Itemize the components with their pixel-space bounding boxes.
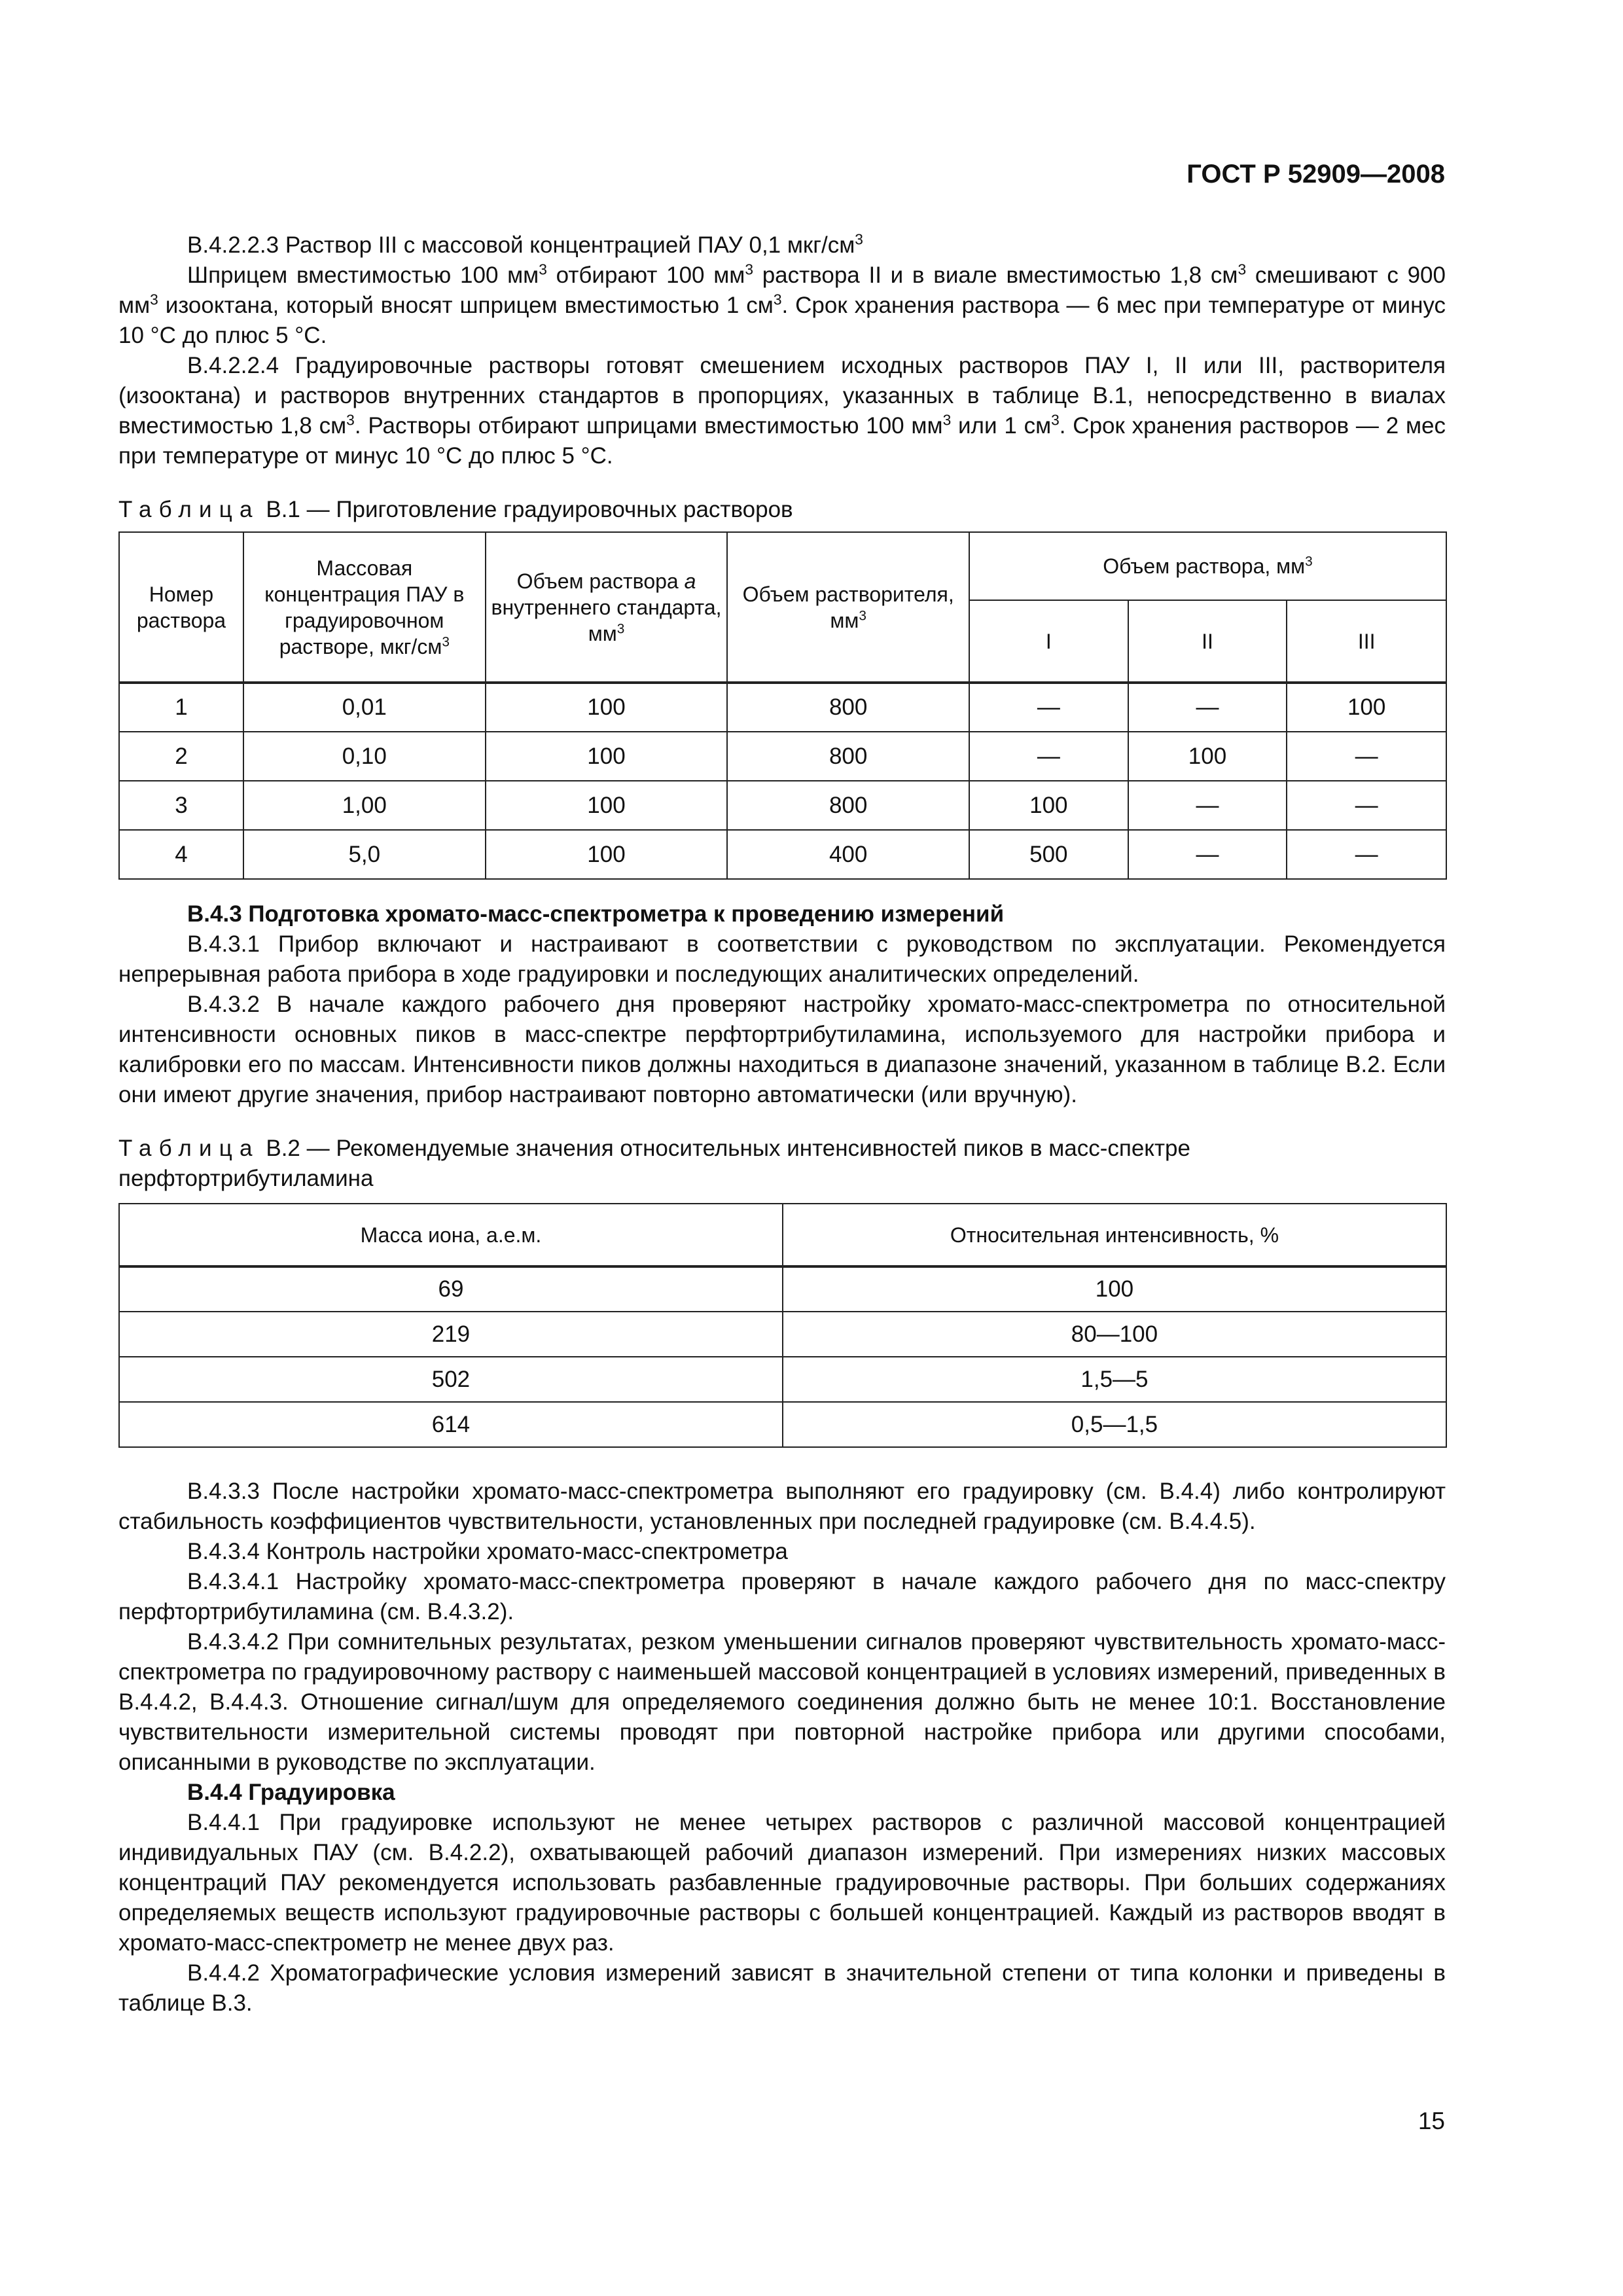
paragraph-b4342: B.4.3.4.2 При сомнительных результатах, резком уменьшении сигналов проверяют чувствительность хромато-масс-спектрометра по градуировочному раствору с наименьшей массовой концентрацией в условиях измерений, приведенных в B.4.4.2, B.4.4.3. Отношение сигнал/шум для определяемого соединения должно быть не менее 10:1. Восстановление чувствительности измерительной системы проводят при повторной настройке прибора или другими способами, описанными в руководстве по эксплуатации. (118, 1629, 1446, 1775)
table-calibration-solutions (118, 531, 1447, 880)
paragraph-b441: B.4.4.1 При градуировке используют не менее четырех растворов с различной массовой концентрацией индивидуальных ПАУ (см. B.4.2.2), охватывающей рабочий диапазон измерений. При измерениях низких массовых концентраций ПАУ рекомендуется использовать разбавленные градуировочные растворы. При больших содержаниях определяемых веществ используют градуировочные растворы с большей концентрацией. Каждый из растворов вводят в хромато-масс-спектрометр не менее двух раз. (118, 1810, 1446, 1956)
paragraph-b4341: B.4.3.4.1 Настройку хромато-масс-спектрометра проверяют в начале каждого рабочего дня по масс-спектру перфтортрибутиламина (см. B.4.3.2). (118, 1569, 1446, 1624)
cell: — (969, 683, 1128, 732)
cell: 100 (486, 830, 728, 879)
table-row (119, 732, 1446, 781)
table-row (119, 830, 1446, 879)
cell: 0,5—1,5 (783, 1402, 1446, 1447)
header-concentration: Массовая концентрация ПАУ в градуировочном растворе, мкг/$см^3$ (243, 532, 486, 683)
heading-b44: B.4.4 Градуировка (187, 1780, 395, 1805)
table1-caption: Таблица B.1 — Приготовление градуировочных растворов (118, 497, 793, 522)
cell: 69 (119, 1266, 783, 1312)
cell: 4 (119, 830, 243, 879)
header-relative-intensity: Относительная интенсивность, % (783, 1204, 1446, 1266)
paragraph-b4223: B.4.2.2.3 Раствор III с массовой концентрацией ПАУ 0,1 мкг/$см^3$ (187, 230, 863, 258)
table2-caption: Таблица B.2 — Рекомендуемые значения относительных интенсивностей пиков в масс-спектре перфтортрибутиламина (118, 1136, 1190, 1191)
header-sub-iii: III (1287, 600, 1446, 683)
table-peak-intensities (118, 1203, 1447, 1448)
heading-b43: B.4.3 Подготовка хромато-масс-спектрометра к проведению измерений (187, 901, 1005, 927)
table-row (119, 1402, 1446, 1447)
page-number: 15 (1418, 2108, 1445, 2134)
cell: 5,0 (243, 830, 486, 879)
cell: 100 (486, 781, 728, 830)
cell: — (1128, 830, 1287, 879)
table-row (119, 1312, 1446, 1357)
cell: 100 (1287, 683, 1446, 732)
cell: 0,01 (243, 683, 486, 732)
cell: 0,10 (243, 732, 486, 781)
paragraph-b4223-body: Шприцем вместимостью 100 $мм^3$ отбирают 100 $мм^3$ раствора II и в виале вместимостью 1,8 $см^3$ смешивают с 900 $мм^3$ изооктана, который вносят шприцем вместимостью 1 $см^3$. Срок хранения раствора — 6 мес при температуре от минус 10 °С до плюс 5 °С. (118, 260, 1446, 348)
cell: 100 (486, 732, 728, 781)
cell: — (1128, 781, 1287, 830)
header-solution-volume-group: Объем раствора, $мм^3$ (969, 532, 1446, 600)
header-ion-mass: Масса иона, а.е.м. (119, 1204, 783, 1266)
cell: 800 (727, 732, 969, 781)
paragraph-b432: B.4.3.2 В начале каждого рабочего дня проверяют настройку хромато-масс-спектрометра по относительной интенсивности основных пиков в масс-спектре перфтортрибутиламина, используемого для настройки прибора и калибровки его по массам. Интенсивности пиков должны находиться в диапазоне значений, указанном в таблице B.2. Если они имеют другие значения, прибор настраивают повторно автоматически (или вручную). (118, 992, 1446, 1107)
cell: — (1287, 830, 1446, 879)
table-row (119, 1357, 1446, 1402)
cell: 100 (486, 683, 728, 732)
header-internal-standard-volume: Объем раствора а внутреннего стандарта, $мм^3$ (486, 532, 728, 683)
cell: — (1287, 732, 1446, 781)
cell: 100 (969, 781, 1128, 830)
paragraph-b434: B.4.3.4 Контроль настройки хромато-масс-спектрометра (187, 1539, 788, 1564)
header-sub-ii: II (1128, 600, 1287, 683)
paragraph-b431: B.4.3.1 Прибор включают и настраивают в соответствии с руководством по эксплуатации. Рекомендуется непрерывная работа прибора в ходе градуировки и последующих аналитических определений. (118, 931, 1446, 987)
cell: 1,5—5 (783, 1357, 1446, 1402)
paragraph-b442: B.4.4.2 Хроматографические условия измерений зависят в значительной степени от типа колонки и приведены в таблице B.3. (118, 1960, 1446, 2016)
paragraph-b433: B.4.3.3 После настройки хромато-масс-спектрометра выполняют его градуировку (см. B.4.4) либо контролируют стабильность коэффициентов чувствительности, установленных при последней градуировке (см. B.4.4.5). (118, 1479, 1446, 1534)
cell: 100 (1128, 732, 1287, 781)
table-row (119, 683, 1446, 732)
cell: 502 (119, 1357, 783, 1402)
cell: 500 (969, 830, 1128, 879)
cell: 400 (727, 830, 969, 879)
table-row (119, 781, 1446, 830)
cell: 3 (119, 781, 243, 830)
cell: 219 (119, 1312, 783, 1357)
cell: — (1287, 781, 1446, 830)
paragraph-b4224: B.4.2.2.4 Градуировочные растворы готовят смешением исходных растворов ПАУ I, II или III, растворителя (изооктана) и растворов внутренних стандартов в пропорциях, указанных в таблице B.1, непосредственно в виалах вместимостью 1,8 $см^3$. Растворы отбирают шприцами вместимостью 100 $мм^3$ или 1 $см^3$. Срок хранения растворов — 2 мес при температуре от минус 10 °С до плюс 5 °С. (118, 353, 1446, 469)
cell: 800 (727, 683, 969, 732)
table-row (119, 1266, 1446, 1312)
cell: 2 (119, 732, 243, 781)
cell: 1,00 (243, 781, 486, 830)
document-id-header: ГОСТ Р 52909—2008 (1186, 160, 1445, 188)
cell: 1 (119, 683, 243, 732)
header-solvent-volume: Объем растворителя, $мм^3$ (727, 532, 969, 683)
cell: 800 (727, 781, 969, 830)
cell: — (969, 732, 1128, 781)
cell: — (1128, 683, 1287, 732)
header-solution-number: Номер раствора (119, 532, 243, 683)
header-sub-i: I (969, 600, 1128, 683)
cell: 100 (783, 1266, 1446, 1312)
cell: 80—100 (783, 1312, 1446, 1357)
cell: 614 (119, 1402, 783, 1447)
page-content (118, 230, 1446, 2018)
